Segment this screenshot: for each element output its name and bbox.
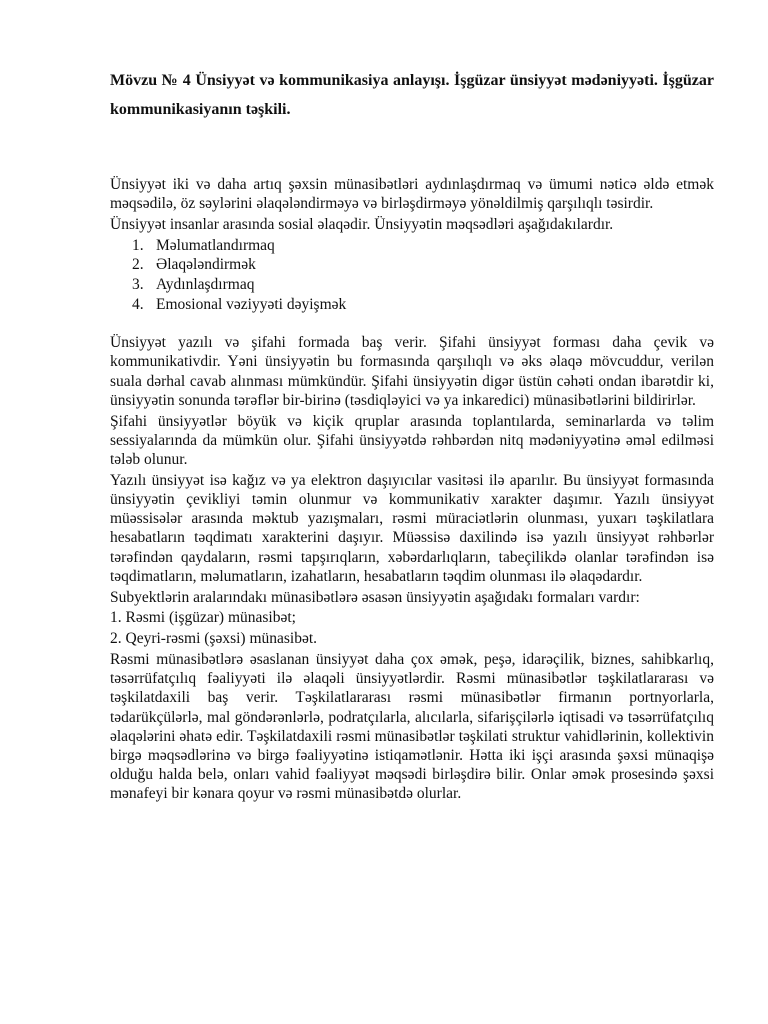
paragraph-written: Yazılı ünsiyyət isə kağız və ya elektron daşıyıcılar vasitəsi ilə aparılır. Bu ünsiyyət formasında ünsiyyətin çevikliyi təmin olunmur və kommunikativ xarakter daşımır. Yazılı ünsiyyət müəssisələr arasında məktub yazışmaları, rəsmi müraciətlərin olunması, yuxarı təşkilatlara hesabatların təqdimatı xarakterini daşıyır. Müəssisə daxilində isə yazılı ünsiyyət rəhbərlər tərəfindən qaydaların, rəsmi tapşırıqların, xəbərdarlıqların, tabeçilikdə olanlar tərəfindən isə təqdimatların, məlumatların, izahatların, hesabatların təqdim olunması ilə əlaqədardır. bbox=[110, 471, 714, 585]
paragraph-written-oral: Ünsiyyət yazılı və şifahi formada baş verir. Şifahi ünsiyyət forması daha çevik və kommunikativdir. Yəni ünsiyyətin bu formasında qarşılıqlı və əks əlaqə mövcuddur, verilən suala dərhal cavab alınması mümkündür. Şifahi ünsiyyətin digər üstün cəhəti ondan ibarətdir ki, ünsiyyətin sonunda tərəflər bir-birinə (təsdiqləyici və ya inkaredici) münasibətlərini bildirirlər. bbox=[110, 334, 714, 409]
paragraph-form-unofficial: 2. Qeyri-rəsmi (şəxsi) münasibət. bbox=[110, 630, 318, 648]
goals-list bbox=[110, 236, 714, 314]
list-item bbox=[132, 255, 714, 275]
paragraph-form-official: 1. Rəsmi (işgüzar) münasibət; bbox=[110, 609, 296, 627]
paragraph-goals-intro: Ünsiyyət insanlar arasında sosial əlaqədir. Ünsiyyətin məqsədləri aşağıdakılardır. bbox=[110, 216, 614, 233]
list-item bbox=[132, 295, 714, 315]
list-item bbox=[132, 236, 714, 256]
paragraph-definition: Ünsiyyət iki və daha artıq şəxsin münasibətləri aydınlaşdırmaq və ümumi nəticə əldə etmək məqsədilə, öz səylərini əlaqələndirməyə və birləşdirməyə yönəldilmiş qarşılıqlı təsirdir. bbox=[110, 176, 714, 213]
list-item bbox=[132, 275, 714, 295]
document-body bbox=[110, 175, 714, 805]
list-item-text: Əlaqələndirmək bbox=[156, 256, 256, 274]
list-item-text: Məlumatlandırmaq bbox=[156, 236, 275, 254]
paragraph-oral-groups: Şifahi ünsiyyətlər böyük və kiçik qruplar arasında toplantılarda, seminarlarda və təlim sessiyalarında da mümkün olur. Şifahi ünsiyyətdə rəhbərdən nitq mədəniyyətinə əməl edilməsi tələb olunur. bbox=[110, 412, 714, 468]
paragraph-official-relations: Rəsmi münasibətlərə əsaslanan ünsiyyət daha çox əmək, peşə, idarəçilik, biznes, sahibkarlıq, təsərrüfatçılıq fəaliyyəti ilə əlaqəli ünsiyyətlərdir. Rəsmi münasibətlər təşkilatlararası və təşkilatdaxili baş verir. Təşkilatlararası rəsmi münasibətlər firmanın portnyorlarla, tədarükçülərlə, mal göndərənlərlə, podratçılarla, alıcılarla, sifarişçilərlə iqtisadi və təsərrüfatçılıq əlaqələrini əhatə edir. Təşkilatdaxili rəsmi münasibətlər təşkilati struktur vahidlərinin, kollektivin birgə məqsədlərinə və birgə fəaliyyətinə istiqamətlənir. Hətta iki işçi arasında şəxsi münaqişə olduğu halda belə, onları vahid fəaliyyət məqsədi birləşdirə bilir. Onlar əmək prosesində şəxsi mənafeyi bir kənara qoyur və rəsmi münasibətdə olurlar. bbox=[110, 650, 714, 803]
spacer bbox=[110, 314, 714, 333]
list-item-number: 4. bbox=[132, 295, 144, 313]
page-title: Mövzu № 4 Ünsiyyət və kommunikasiya anlayışı. İşgüzar ünsiyyət mədəniyyəti. İşgüzar kommunikasiyanın təşkili. bbox=[110, 72, 714, 118]
list-item-number: 2. bbox=[132, 256, 144, 274]
list-item-number: 1. bbox=[132, 236, 144, 254]
list-item-text: Emosional vəziyyəti dəyişmək bbox=[156, 295, 347, 313]
paragraph-forms-intro: Subyektlərin aralarındakı münasibətlərə əsasən ünsiyyətin aşağıdakı formaları vardır: bbox=[110, 588, 640, 606]
list-item-text: Aydınlaşdırmaq bbox=[156, 275, 255, 293]
list-item-number: 3. bbox=[132, 275, 144, 293]
